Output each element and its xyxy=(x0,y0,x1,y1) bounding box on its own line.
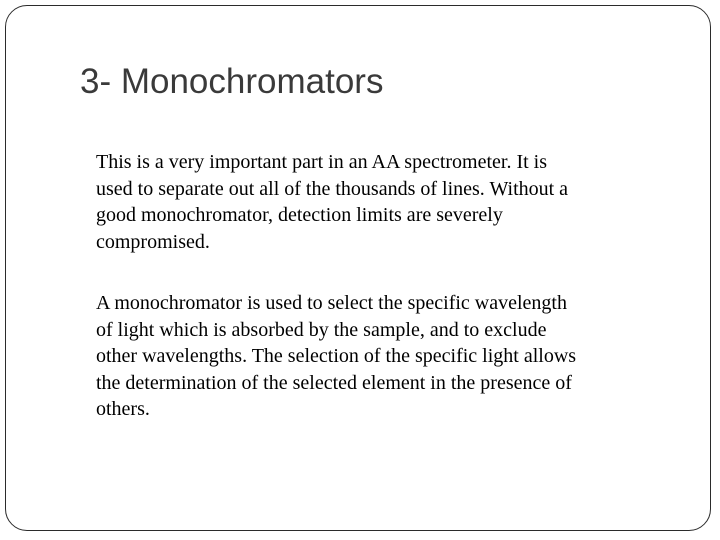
paragraph-function xyxy=(96,290,692,423)
paragraph-line: the determination of the selected element in the presence of xyxy=(96,371,572,394)
paragraph-line: others. xyxy=(96,398,150,420)
paragraph-line: compromised. xyxy=(96,230,210,253)
paragraph-line: of light which is absorbed by the sample, and to exclude xyxy=(96,318,547,341)
paragraph-line: other wavelengths. The selection of the specific light allows xyxy=(96,345,577,367)
slide-title: 3- Monochromators xyxy=(80,62,384,101)
paragraph-purpose xyxy=(96,149,692,255)
paragraph-line: good monochromator, detection limits are severely xyxy=(96,204,503,226)
paragraph-line: A monochromator is used to select the specific wavelength xyxy=(96,292,567,314)
paragraph-line: This is a very important part in an AA spectrometer. It is xyxy=(96,151,548,173)
paragraph-line: used to separate out all of the thousands of lines. Without a xyxy=(96,177,569,200)
